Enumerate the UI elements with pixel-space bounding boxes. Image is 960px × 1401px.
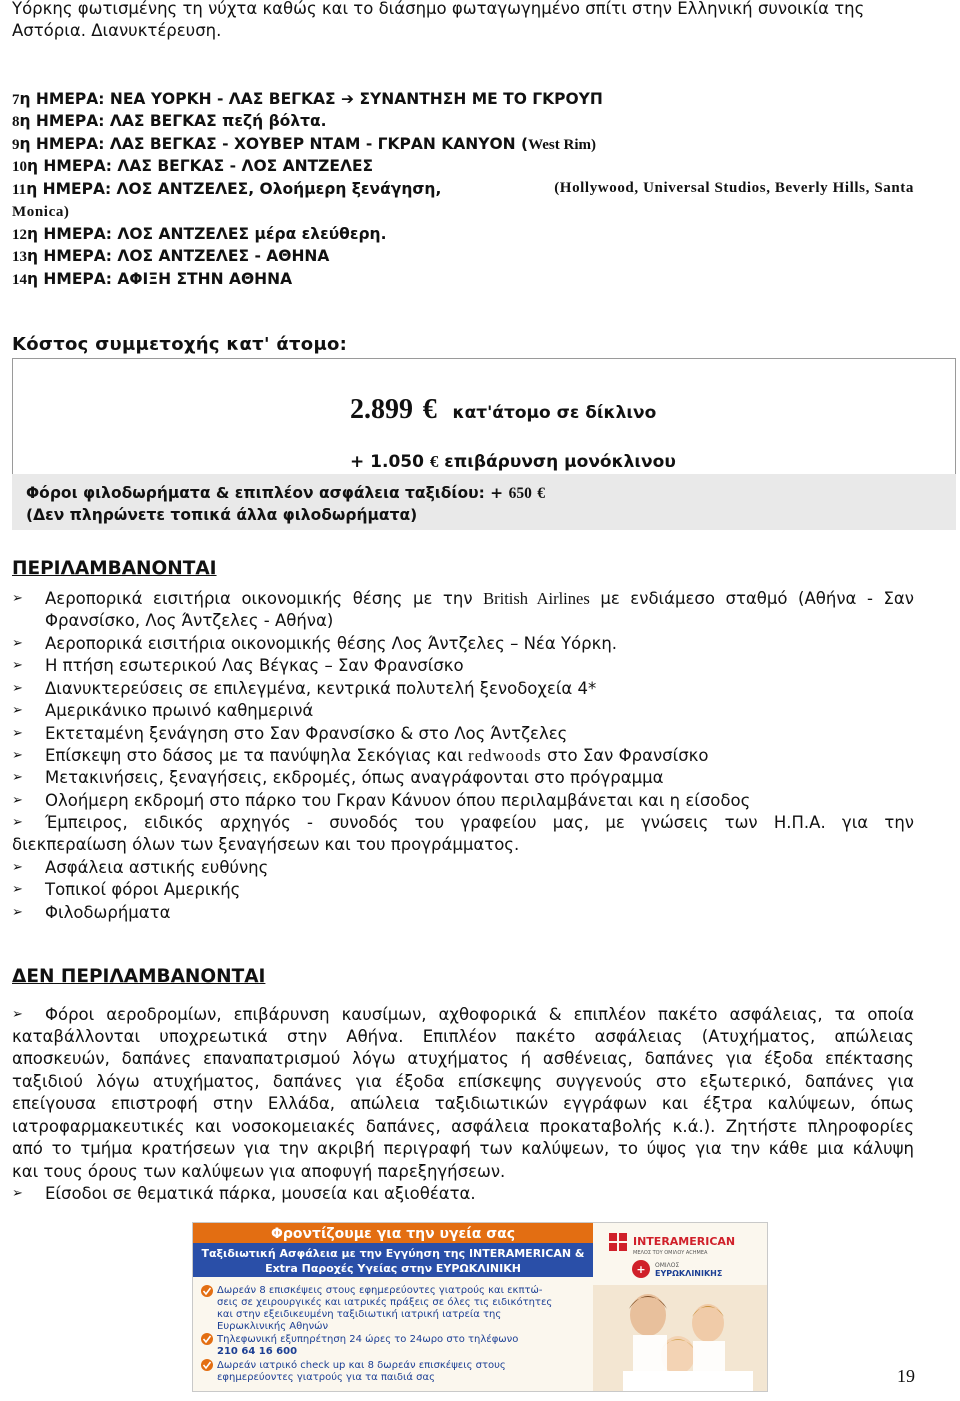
svg-text:ΕΥΡΩΚΛΙΝΙΚΗΣ: ΕΥΡΩΚΛΙΝΙΚΗΣ	[655, 1269, 723, 1278]
excluded-heading: ΔΕΝ ΠΕΡΙΛΑΜΒΑΝΟΝΤΑΙ	[12, 966, 266, 987]
svg-text:και στην εξειδικευμένη ταξιδιω: και στην εξειδικευμένη ταξιδιωτική ιατρική ιατρεία της	[217, 1309, 502, 1320]
arrow-bullet-icon: ➢	[12, 748, 23, 763]
list-item: ➢ Ολοήμερη εκδρομή στο πάρκο του Γκραν Κάνυον όπου περιλαμβάνεται και η είσοδος	[12, 790, 914, 813]
arrow-bullet-icon: ➢	[12, 591, 23, 606]
arrow-bullet-icon: ➢	[12, 793, 23, 808]
euro-icon: €	[422, 394, 437, 425]
page-number: 19	[897, 1366, 915, 1386]
euro-icon: €	[537, 485, 545, 502]
itinerary-day-8: 8η ΗΜΕΡΑ: ΛΑΣ ΒΕΓΚΑΣ πεζή βόλτα.	[12, 112, 327, 130]
excluded-para-line: ιατροφαρμακευτικές και νοσοκομειακές δαπάνες, ασφάλεια προκαταβολής κ.ά.). Ζητήστε πληροφορίες	[12, 1117, 914, 1136]
svg-text:Τηλεφωνική εξυπηρέτηση 24 ώρες: Τηλεφωνική εξυπηρέτηση 24 ώρες το 24ωρο στο τηλέφωνο	[217, 1334, 519, 1345]
svg-text:210 64 16 600: 210 64 16 600	[217, 1346, 298, 1357]
list-item: ➢ Αεροπορικά εισιτήρια οικονομικής θέσης με την British Airlines με ενδιάμεσο σταθμό (Αθήνα - Σαν	[12, 588, 914, 611]
svg-text:εφημερεύοντες γιατρούς για τα: εφημερεύοντες γιατρούς για τα παιδιά σας	[217, 1372, 435, 1383]
intro-line-1: Υόρκης φωτισμένης τη νύχτα καθώς και το διάσημο φωταγωγημένο σπίτι στην Ελληνική συνοικία της	[12, 0, 865, 18]
svg-text:ΟΜΙΛΟΣ: ΟΜΙΛΟΣ	[655, 1262, 680, 1269]
excluded-para-line: επείγουσα επιστροφή στην Ελλάδα, απώλεια ταξιδιωτικών εγγράφων και έξτρα καλύψεων, όπως	[12, 1094, 914, 1113]
svg-text:Ταξιδιωτική Ασφάλεια με την Εγ: Ταξιδιωτική Ασφάλεια με την Εγγύηση της INTERAMERICAN &	[201, 1247, 585, 1260]
svg-text:INTERAMERICAN: INTERAMERICAN	[633, 1235, 736, 1248]
check-icon	[201, 1285, 213, 1297]
intro-line-2: Αστόρια. Διανυκτέρευση.	[12, 21, 222, 40]
price-single: + 1.050 € επιβάρυνση μονόκλινου	[350, 452, 676, 472]
svg-text:+: +	[636, 1263, 646, 1276]
list-item-cont: Φρανσίσκο, Λος Άντζελες - Αθήνα)	[45, 611, 334, 630]
arrow-right-icon: ➔	[341, 90, 355, 108]
excluded-para-line: ταξιδιού λόγω ατυχήματος, δαπάνες για έξοδα επίσκεψης συγγενούς στο εξωτερικό, δαπάνες για	[12, 1072, 914, 1091]
cost-title: Κόστος συμμετοχής κατ' άτομο:	[12, 334, 348, 355]
itinerary-day-11: 11η ΗΜΕΡΑ: ΛΟΣ ΑΝΤΖΕΛΕΣ, Ολοήμερη ξενάγηση, (Hollywood, Universal Studios, Beverly Hills, Santa	[12, 180, 914, 198]
list-item: ➢ Μετακινήσεις, ξεναγήσεις, εκδρομές, όπως αναγράφονται στο πρόγραμμα	[12, 767, 914, 790]
arrow-bullet-icon: ➢	[12, 815, 23, 830]
price-double: 2.899 € κατ'άτομο σε δίκλινο	[350, 394, 657, 425]
list-item: ➢ Είσοδοι σε θεματικά πάρκα, μουσεία και αξιοθέατα.	[12, 1183, 914, 1206]
list-item-cont: διεκπεραίωση όλων των ξεναγήσεων και του προγράμματος.	[12, 835, 520, 854]
svg-text:Δωρεάν ιατρικό check up και 8: Δωρεάν ιατρικό check up και 8 δωρεάν επισκέψεις στους	[217, 1360, 506, 1371]
list-item: ➢ Αμερικάνικο πρωινό καθημερινά	[12, 700, 914, 723]
excluded-para-line: και τους όρους των καλύψεων για αποφυγή παρεξηγήσεων.	[12, 1162, 506, 1181]
itinerary-day-7: 7η ΗΜΕΡΑ: ΝΕΑ ΥΟΡΚΗ - ΛΑΣ ΒΕΓΚΑΣ ➔ ΣΥΝΑΝΤΗΣΗ ΜΕ ΤΟ ΓΚΡΟΥΠ	[12, 90, 603, 108]
arrow-bullet-icon: ➢	[12, 905, 23, 920]
banner-graphic	[193, 1223, 768, 1392]
excluded-para-line: αποσκευών, δαπάνες επαναπατρισμού λόγω ατυχήματος ή ασθένειας, δαπάνες για έξοδα επέκτασης	[12, 1049, 914, 1068]
list-item: ➢ Εκτεταμένη ξενάγηση στο Σαν Φρανσίσκο & στο Λος Άντζελες	[12, 723, 914, 746]
arrow-bullet-icon: ➢	[12, 726, 23, 741]
check-icon	[201, 1359, 213, 1371]
excluded-para-line: καταβάλλονται υποχρεωτικά στην Αθήνα. Επιπλέον πακέτο ασφάλειας (Ατυχήματος, απώλειας	[12, 1027, 914, 1046]
list-item: ➢ Διανυκτερεύσεις σε επιλεγμένα, κεντρικά πολυτελή ξενοδοχεία 4*	[12, 678, 914, 701]
banner-title: Φροντίζουμε για την υγεία σας	[270, 1226, 516, 1242]
arrow-bullet-icon: ➢	[12, 882, 23, 897]
insurance-banner	[192, 1222, 768, 1392]
svg-text:Extra Παροχές Υγείας στην ΕΥΡΩ: Extra Παροχές Υγείας στην ΕΥΡΩΚΛΙΝΙΚΗ	[265, 1262, 521, 1275]
included-heading: ΠΕΡΙΛΑΜΒΑΝΟΝΤΑΙ	[12, 558, 217, 579]
list-item: ➢ Η πτήση εσωτερικού Λας Βέγκας – Σαν Φρανσίσκο	[12, 655, 914, 678]
arrow-bullet-icon: ➢	[12, 658, 23, 673]
itinerary-day-14: 14η ΗΜΕΡΑ: ΑΦΙΞΗ ΣΤΗΝ ΑΘΗΝΑ	[12, 270, 293, 288]
list-item: ➢ Αεροπορικά εισιτήρια οικονομικής θέσης Λος Άντζελες – Νέα Υόρκη.	[12, 633, 914, 656]
itinerary-day-13: 13η ΗΜΕΡΑ: ΛΟΣ ΑΝΤΖΕΛΕΣ - ΑΘΗΝΑ	[12, 247, 330, 265]
svg-text:σεις σε χειρουργικές και ιατρι: σεις σε χειρουργικές και ιατρικές πράξεις σε όλες τις ειδικότητες	[217, 1297, 553, 1308]
itinerary-day-11-cont: Monica)	[12, 204, 70, 220]
family-photo	[593, 1285, 768, 1392]
list-item: ➢ Τοπικοί φόροι Αμερικής	[12, 879, 914, 902]
arrow-bullet-icon: ➢	[12, 860, 23, 875]
list-item: ➢ Φιλοδωρήματα	[12, 902, 914, 925]
list-item: ➢ Έμπειρος, ειδικός αρχηγός - συνοδός του γραφείου μας, με γνώσεις των Η.Π.Α. για την	[12, 812, 914, 835]
tax-line: Φόροι φιλοδωρήματα & επιπλέον ασφάλεια ταξιδίου: + 650 €	[26, 484, 545, 502]
svg-text:Ευρωκλινικής Αθηνών: Ευρωκλινικής Αθηνών	[217, 1321, 329, 1332]
check-icon	[201, 1333, 213, 1345]
itinerary-day-12: 12η ΗΜΕΡΑ: ΛΟΣ ΑΝΤΖΕΛΕΣ μέρα ελεύθερη.	[12, 225, 387, 243]
itinerary-day-9: 9η ΗΜΕΡΑ: ΛΑΣ ΒΕΓΚΑΣ - ΧΟΥΒΕΡ ΝΤΑΜ - ΓΚΡΑΝ ΚΑΝΥΟΝ (West Rim)	[12, 135, 596, 153]
list-item: ➢ Φόροι αεροδρομίων, επιβάρυνση καυσίμων, αχθοφορικά & επιπλέον πακέτο ασφάλειας, τα οποία	[12, 1004, 914, 1027]
arrow-bullet-icon: ➢	[12, 681, 23, 696]
euro-icon: €	[429, 452, 439, 471]
arrow-bullet-icon: ➢	[12, 636, 23, 651]
svg-text:Δωρεάν 8 επισκέψεις στους εφημ: Δωρεάν 8 επισκέψεις στους εφημερεύοντες γιατρούς και εκπτώ-	[217, 1285, 543, 1296]
arrow-bullet-icon: ➢	[12, 770, 23, 785]
arrow-bullet-icon: ➢	[12, 703, 23, 718]
itinerary-day-10: 10η ΗΜΕΡΑ: ΛΑΣ ΒΕΓΚΑΣ - ΛΟΣ ΑΝΤΖΕΛΕΣ	[12, 157, 374, 175]
list-item: ➢ Επίσκεψη στο δάσος με τα πανύψηλα Σεκόγιας και redwoods στο Σαν Φρανσίσκο	[12, 745, 914, 768]
excluded-para-line: από το τμήμα κρατήσεων για την ακριβή περιγραφή των καλύψεων, το ύψος για την κάθε μια κάλυψη	[12, 1139, 914, 1158]
tips-note: (Δεν πληρώνετε τοπικά άλλα φιλοδωρήματα)	[26, 506, 418, 524]
arrow-bullet-icon: ➢	[12, 1186, 23, 1201]
svg-text:ΜΕΛΟΣ ΤΟΥ ΟΜΙΛΟΥ ACHMEA: ΜΕΛΟΣ ΤΟΥ ΟΜΙΛΟΥ ACHMEA	[633, 1250, 708, 1256]
list-item: ➢ Ασφάλεια αστικής ευθύνης	[12, 857, 914, 880]
arrow-bullet-icon: ➢	[12, 1007, 23, 1022]
